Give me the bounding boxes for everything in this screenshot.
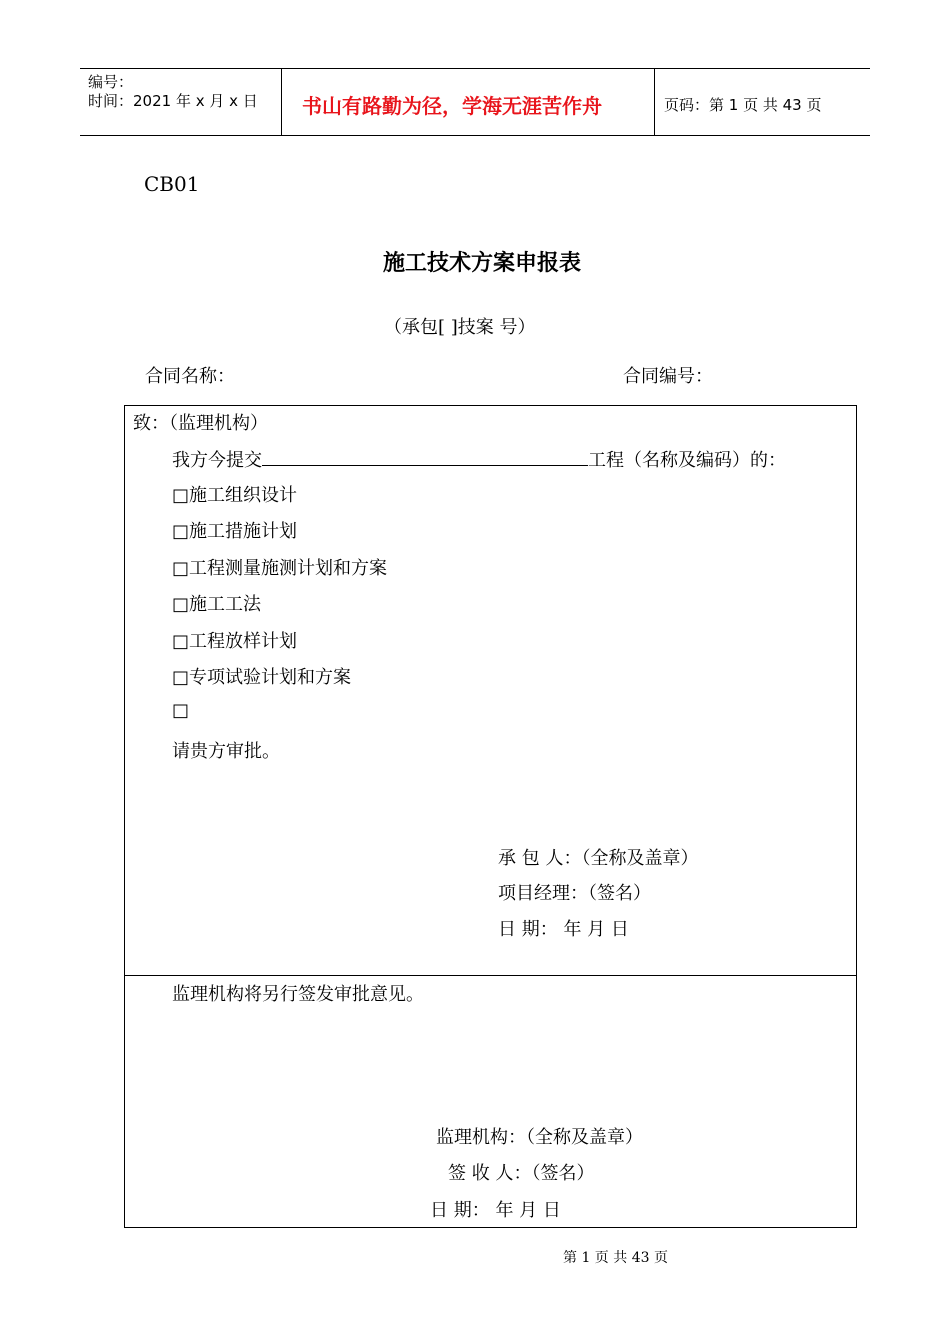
header-top-rule [80, 68, 870, 69]
contract-no-label: 合同编号： [623, 366, 713, 387]
option-item[interactable]: □施工措施计划 [172, 521, 298, 542]
review-date-line: 日 期： 年 月 日 [430, 1200, 561, 1221]
review-section [124, 975, 857, 1228]
project-manager-line: 项目经理：（签名） [498, 883, 651, 904]
header-bottom-rule [80, 135, 870, 136]
page-footer: 第 1 页 共 43 页 [563, 1250, 668, 1266]
header-time-label: 时间：2021 年 x 月 x 日 [88, 92, 258, 110]
submit-suffix: 工程（名称及编码）的： [588, 450, 786, 471]
header-number-label: 编号： [88, 73, 134, 91]
header-motto: 书山有路勤为径，学海无涯苦作舟 [302, 94, 602, 118]
addressee-line: 致：（监理机构） [133, 413, 268, 434]
option-item[interactable]: □工程放样计划 [172, 631, 298, 652]
receiver-line: 签 收 人：（签名） [448, 1163, 595, 1184]
option-item[interactable]: □施工工法 [172, 594, 262, 615]
header-page-info: 页码：第 1 页 共 43 页 [664, 96, 822, 114]
option-item[interactable]: □工程测量施测计划和方案 [172, 558, 388, 579]
option-item[interactable]: □ [172, 700, 190, 721]
contractor-signature-line: 承 包 人：（全称及盖章） [498, 848, 699, 869]
header-divider-right [654, 68, 655, 136]
agency-signature-line: 监理机构：（全称及盖章） [436, 1127, 643, 1148]
page-title: 施工技术方案申报表 [383, 250, 582, 276]
approval-request: 请贵方审批。 [172, 741, 280, 762]
submit-prefix: 我方今提交 [172, 450, 262, 471]
review-note: 监理机构将另行签发审批意见。 [172, 984, 424, 1005]
option-item[interactable]: □施工组织设计 [172, 485, 298, 506]
header-divider-left [281, 68, 282, 136]
contract-name-label: 合同名称： [145, 366, 235, 387]
form-code: CB01 [144, 172, 200, 196]
project-name-blank[interactable] [262, 445, 588, 466]
submission-date-line: 日 期： 年 月 日 [498, 919, 629, 940]
form-number-line: （承包[ ]技案 号） [384, 317, 536, 338]
option-item[interactable]: □专项试验计划和方案 [172, 667, 352, 688]
submit-line [172, 445, 786, 472]
